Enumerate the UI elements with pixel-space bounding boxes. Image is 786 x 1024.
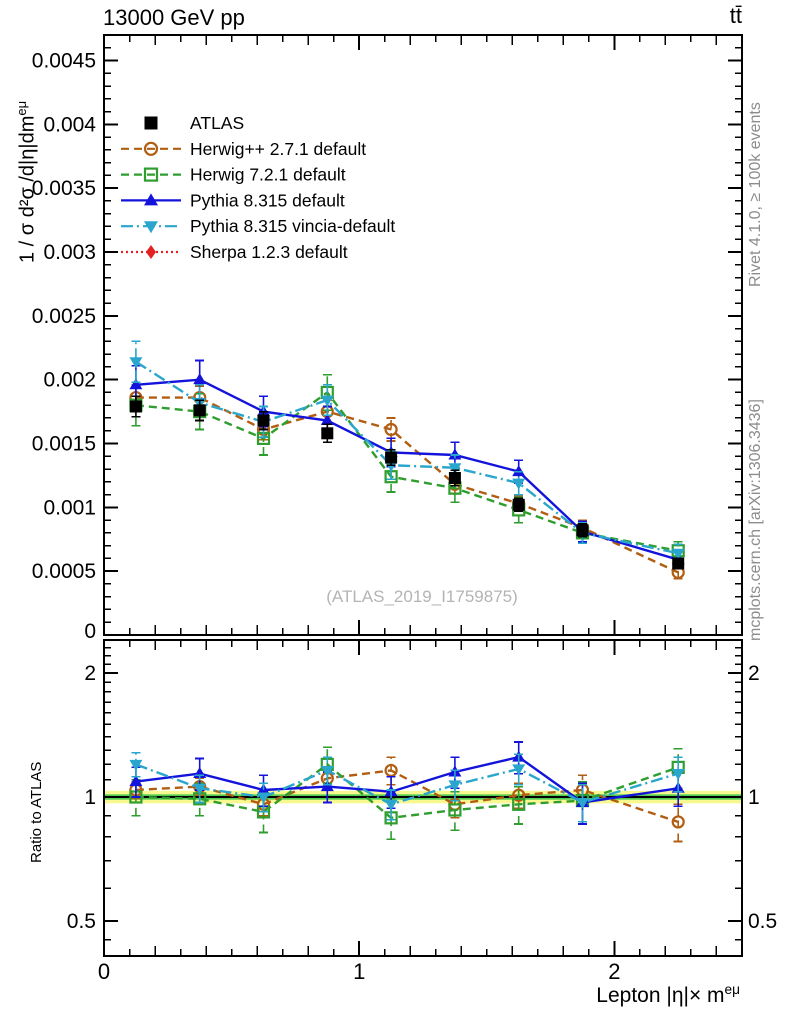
mcplots-reference-label: mcplots.cern.ch [arXiv:1306.3436] [747,399,764,641]
x-axis-title [596,982,740,1008]
ratio-y-axis-title: Ratio to ATLAS [28,761,45,863]
x-axis-title-base: Lepton |η|× m [596,984,725,1007]
ratio-y-tick-label: 0.5 [66,910,96,934]
main-y-tick-label: 0.0035 [31,177,96,201]
series-herwig-721-main [130,375,683,560]
legend-item-pythia-8315 [121,190,345,210]
marker-square-filled [194,404,206,416]
marker-triangle-down [385,800,398,811]
series-line [136,398,678,573]
x-tick-label: 1 [353,959,366,984]
ratio-y-tick-label-right: 0.5 [748,910,778,934]
main-y-tick-label: 0 [84,620,96,643]
rivet-version-label: Rivet 4.1.0, ≥ 100k events [747,102,764,287]
legend-label: Herwig++ 2.7.1 default [190,138,367,159]
ratio-y-tick-label-right: 2 [748,661,760,685]
main-y-axis-title-base: 1 / σ d²σ /d|η|dm [16,115,39,263]
ratio-y-tick-label: 2 [84,661,96,685]
marker-square-filled [513,499,525,511]
marker-square-filled [385,452,397,464]
marker-square-filled [577,524,589,536]
plot-title: 13000 GeV pp [103,5,245,30]
legend-label: ATLAS [190,113,245,133]
series-atlas-main [130,396,684,569]
marker-square-filled [672,558,684,570]
marker-square-filled [145,117,158,130]
marker-triangle-down [129,357,142,368]
x-axis-title-sup: eμ [724,982,740,997]
series-line [136,392,678,550]
legend-label: Herwig 7.2.1 default [190,164,346,185]
series-herwigpp-271-main [130,386,683,579]
main-y-tick-label: 0.004 [43,113,96,137]
main-y-tick-label: 0.0045 [31,49,96,73]
legend-item-herwigpp-271 [121,139,366,159]
marker-square-filled [449,472,461,484]
legend-label: Pythia 8.315 default [190,190,345,211]
legend-label: Pythia 8.315 vincia-default [190,216,396,237]
main-y-tick-label: 0.002 [43,368,96,392]
analysis-watermark: (ATLAS_2019_I1759875) [326,587,518,606]
legend-item-pythia-8315-vincia [121,216,395,236]
main-y-tick-label: 0.0025 [31,304,96,328]
marker-square-filled [130,400,142,412]
marker-diamond [146,245,156,259]
legend-item-herwig-721 [121,165,346,185]
main-y-axis-title-sup: eμ [14,100,29,116]
series-pythia-8315-ratio [129,742,684,824]
legend-item-sherpa-123 [121,242,348,262]
marker-square-filled [321,427,333,439]
axis-ticks [32,35,777,984]
main-y-axis-title [14,101,40,263]
main-y-tick-label: 0.003 [43,241,96,265]
main-y-tick-label: 0.0015 [31,432,96,456]
ratio-y-tick-label-right: 1 [748,786,760,809]
marker-triangle-up [193,373,206,384]
process-label: tt̄ [729,3,742,28]
series-line [136,362,678,553]
ratio-y-tick-label: 1 [84,786,96,809]
legend-label: Sherpa 1.2.3 default [190,242,348,262]
main-y-tick-label: 0.001 [43,496,96,520]
marker-square-filled [258,415,270,427]
legend [121,113,395,262]
main-y-tick-label: 0.0005 [31,560,96,584]
x-tick-label: 2 [608,959,621,984]
series-pythia-8315-vincia-main [129,341,684,562]
marker-triangle-down [512,479,525,490]
x-tick-label: 0 [97,959,111,984]
legend-item-atlas [145,113,245,133]
